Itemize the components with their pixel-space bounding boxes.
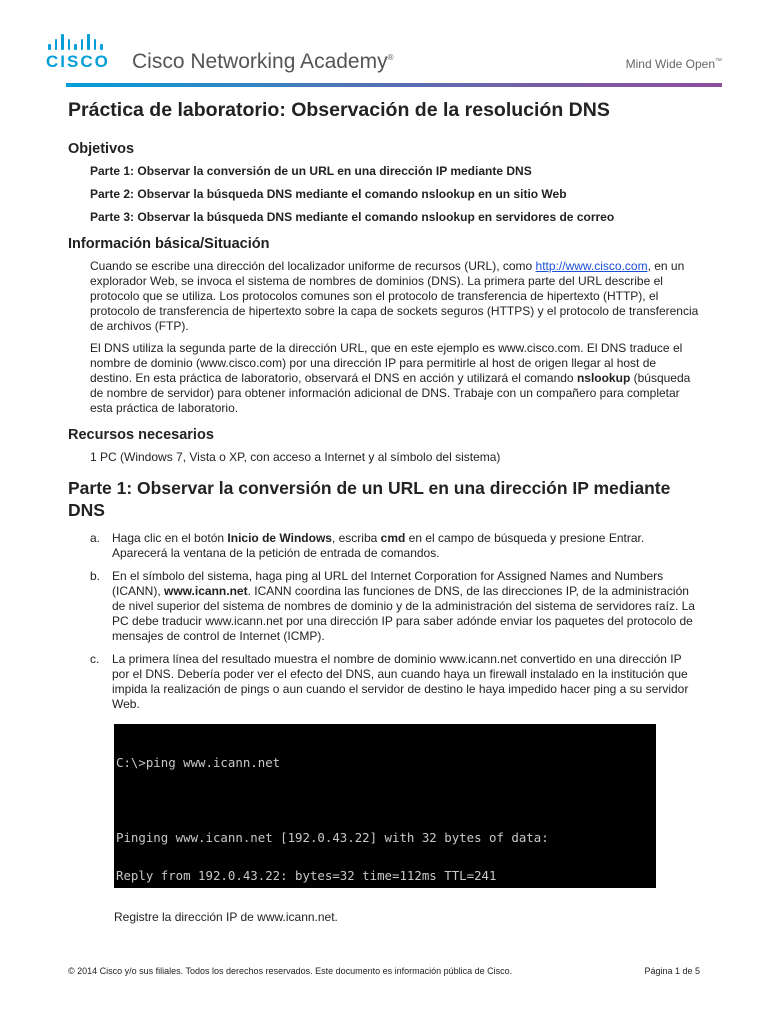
step-b: b. En el símbolo del sistema, haga ping al URL del Internet Corporation for Assigned Names and Numbers (ICANN), www.icann.net. ICANN coordina las funciones de DNS, de las direcciones IP, de la administración de nivel superior del sistema de nombres de dominio y de la administración del sistema de servidores raíz. La PC debe traducir www.icann.net por una dirección IP para saber adónde enviar los paquetes del protocolo de mensajes de control de Internet (ICMP). xyxy=(90,569,695,643)
cisco-bridge-icon xyxy=(48,30,110,50)
info-paragraph: El DNS utiliza la segunda parte de la dirección URL, que en este ejemplo es www.cisco.com. El DNS traduce el nombre de dominio (www.cisco.com) por una dirección IP para permitirle al host de origen llegar al host de destino. En esta práctica de laboratorio, observará el DNS en acción y utilizará el comando nslookup (búsqueda de nombre de servidor) para obtener información adicional de DNS. Trabaje con un compañero para completar esta práctica de laboratorio. xyxy=(90,341,691,415)
step-a: a. Haga clic en el botón Inicio de Windows, escriba cmd en el campo de búsqueda y presione Entrar. Aparecerá la ventana de la petición de entrada de comandos. xyxy=(90,531,645,560)
document-body xyxy=(68,96,700,925)
header-rule xyxy=(66,83,722,87)
page-footer xyxy=(68,966,700,976)
objective-item: Parte 1: Observar la conversión de un URL en una dirección IP mediante DNS xyxy=(90,164,532,178)
parte1-heading: Parte 1: Observar la conversión de un URL en una dirección IP mediante DNS xyxy=(68,478,671,520)
record-instruction: Registre la dirección IP de www.icann.net. xyxy=(114,910,338,924)
objetivos-heading: Objetivos xyxy=(68,141,135,157)
objective-item: Parte 3: Observar la búsqueda DNS mediante el comando nslookup en servidores de correo xyxy=(90,210,615,224)
page-header xyxy=(0,0,768,88)
console-line: Pinging www.icann.net [192.0.43.22] with 32 bytes of data: xyxy=(116,830,549,845)
recursos-text: 1 PC (Windows 7, Vista o XP, con acceso a Internet y al símbolo del sistema) xyxy=(90,450,501,464)
cisco-wordmark: CISCO xyxy=(46,52,110,71)
recursos-heading: Recursos necesarios xyxy=(68,427,214,443)
cisco-logo xyxy=(46,30,110,72)
academy-title: Cisco Networking Academy® xyxy=(132,50,394,73)
page-number: Página 1 de 5 xyxy=(644,966,700,976)
console-line xyxy=(116,795,656,808)
console-output xyxy=(114,724,656,888)
info-heading: Información básica/Situación xyxy=(68,236,270,252)
info-paragraph: Cuando se escribe una dirección del localizador uniforme de recursos (URL), como http://www.cisco.com, en un explorador Web, se invoca el sistema de nombres de dominios (DNS). La primera parte del URL describe el protocolo que se utiliza. Los protocolos comunes son el protocolo de transferencia de hipertexto (HTTP), el protocolo de transferencia de hipertexto sobre la capa de sockets seguros (HTTPS) y el protocolo de transferencia de archivos (FTP). xyxy=(90,259,699,333)
console-line: Reply from 192.0.43.22: bytes=32 time=112ms TTL=241 xyxy=(116,867,497,883)
step-c: c. La primera línea del resultado muestra el nombre de dominio www.icann.net convertido en una dirección IP por el DNS. Debería poder ver el efecto del DNS, aun cuando haya un firewall instalado en la institución que impida la realización de pings o aun cuando el servidor de destino le haya impedido hacer ping a su servidor Web. xyxy=(90,652,689,711)
copyright-text: © 2014 Cisco y/o sus filiales. Todos los derechos reservados. Este documento es información pública de Cisco. xyxy=(68,966,513,976)
objective-item: Parte 2: Observar la búsqueda DNS mediante el comando nslookup en un sitio Web xyxy=(90,187,567,201)
step-list xyxy=(90,531,700,712)
page-title: Práctica de laboratorio: Observación de la resolución DNS xyxy=(68,99,610,121)
console-line: C:\>ping www.icann.net xyxy=(116,755,281,770)
cisco-url-link[interactable]: http://www.cisco.com xyxy=(535,259,648,273)
tagline: Mind Wide Open™ xyxy=(625,57,722,71)
